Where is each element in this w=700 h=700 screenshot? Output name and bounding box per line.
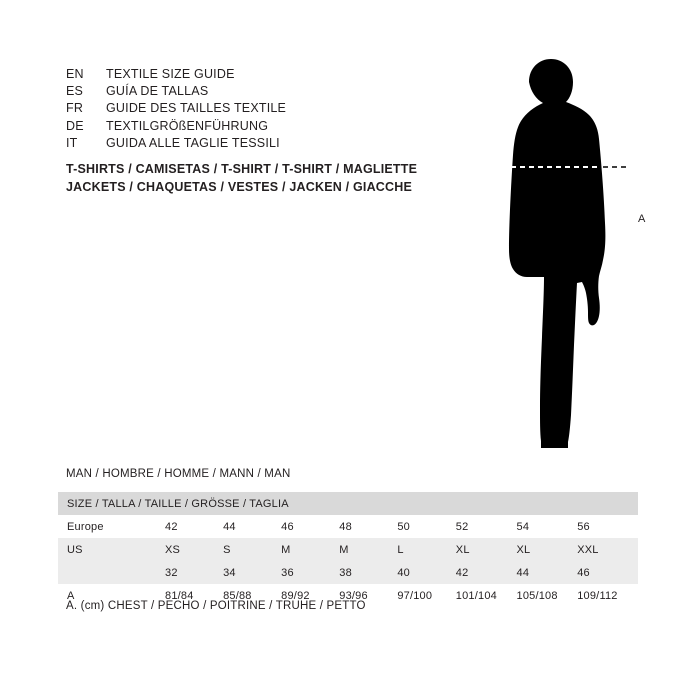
- language-code: IT: [66, 135, 78, 150]
- language-row: [66, 66, 466, 83]
- cell: 46: [281, 520, 294, 533]
- measure-label-a: A: [638, 213, 646, 225]
- cell: 40: [397, 561, 455, 584]
- table-footnote: A. (cm) CHEST / PECHO / POITRINE / TRUHE / PETTO: [66, 600, 366, 612]
- size-table: [58, 492, 638, 607]
- table-header-label: SIZE / TALLA / TAILLE / GRÖSSE / TAGLIA: [58, 492, 638, 515]
- cell: 85/88: [223, 589, 252, 602]
- cell: S: [223, 538, 281, 561]
- cell: XXL: [577, 538, 638, 561]
- language-text: GUIDE DES TAILLES TEXTILE: [106, 101, 287, 116]
- language-text: GUÍA DE TALLAS: [106, 84, 209, 99]
- garment-line: T-SHIRTS / CAMISETAS / T-SHIRT / T-SHIRT / MAGLIETTE: [66, 162, 418, 176]
- row-label: Europe: [67, 520, 104, 533]
- cell: 32: [165, 561, 223, 584]
- cell: 42: [456, 561, 517, 584]
- cell: 46: [577, 561, 638, 584]
- cell: 44: [517, 561, 578, 584]
- cell: 42: [165, 520, 178, 533]
- cell: 34: [223, 561, 281, 584]
- garment-line: JACKETS / CHAQUETAS / VESTES / JACKEN / GIACCHE: [66, 180, 413, 194]
- language-row: [66, 118, 466, 135]
- chest-measure-line: [455, 55, 655, 455]
- row-label: [58, 561, 165, 584]
- row-label: A: [67, 589, 75, 602]
- table-row: [58, 561, 638, 584]
- cell: 56: [577, 520, 590, 533]
- man-silhouette-figure: [455, 55, 655, 455]
- cell: 48: [339, 520, 352, 533]
- language-code: FR: [66, 101, 84, 116]
- cell: XS: [165, 538, 223, 561]
- garment-types: [66, 160, 486, 196]
- language-row: [66, 135, 466, 152]
- cell: 54: [516, 520, 530, 533]
- cell: 38: [339, 561, 397, 584]
- language-code: EN: [66, 67, 84, 81]
- language-row: [66, 100, 466, 117]
- cell: 44: [223, 520, 236, 533]
- table-row: [58, 538, 638, 561]
- row-label: US: [58, 538, 165, 561]
- cell: M: [339, 538, 397, 561]
- cell: 105/108: [516, 589, 558, 602]
- cell: 89/92: [281, 589, 310, 602]
- cell: 109/112: [577, 589, 618, 602]
- cell: 52: [455, 520, 469, 533]
- table-row: [58, 515, 638, 538]
- cell: 97/100: [397, 589, 433, 602]
- language-row: [66, 83, 466, 100]
- language-text: GUIDA ALLE TAGLIE TESSILI: [106, 135, 280, 150]
- cell: 36: [281, 561, 339, 584]
- language-code: ES: [66, 84, 84, 99]
- language-code: DE: [66, 118, 84, 133]
- language-list: [66, 66, 466, 152]
- table-title: MAN / HOMBRE / HOMME / MANN / MAN: [66, 468, 291, 480]
- cell: M: [281, 538, 339, 561]
- language-text: TEXTILE SIZE GUIDE: [106, 67, 235, 81]
- cell: XL: [517, 538, 578, 561]
- language-text: TEXTILGRÖßENFÜHRUNG: [106, 118, 269, 133]
- cell: 50: [397, 520, 410, 533]
- cell: 101/104: [455, 589, 497, 602]
- table-header-row: [58, 492, 638, 515]
- cell: L: [397, 538, 455, 561]
- cell: 93/96: [339, 589, 368, 602]
- cell: 81/84: [165, 589, 194, 602]
- cell: XL: [456, 538, 517, 561]
